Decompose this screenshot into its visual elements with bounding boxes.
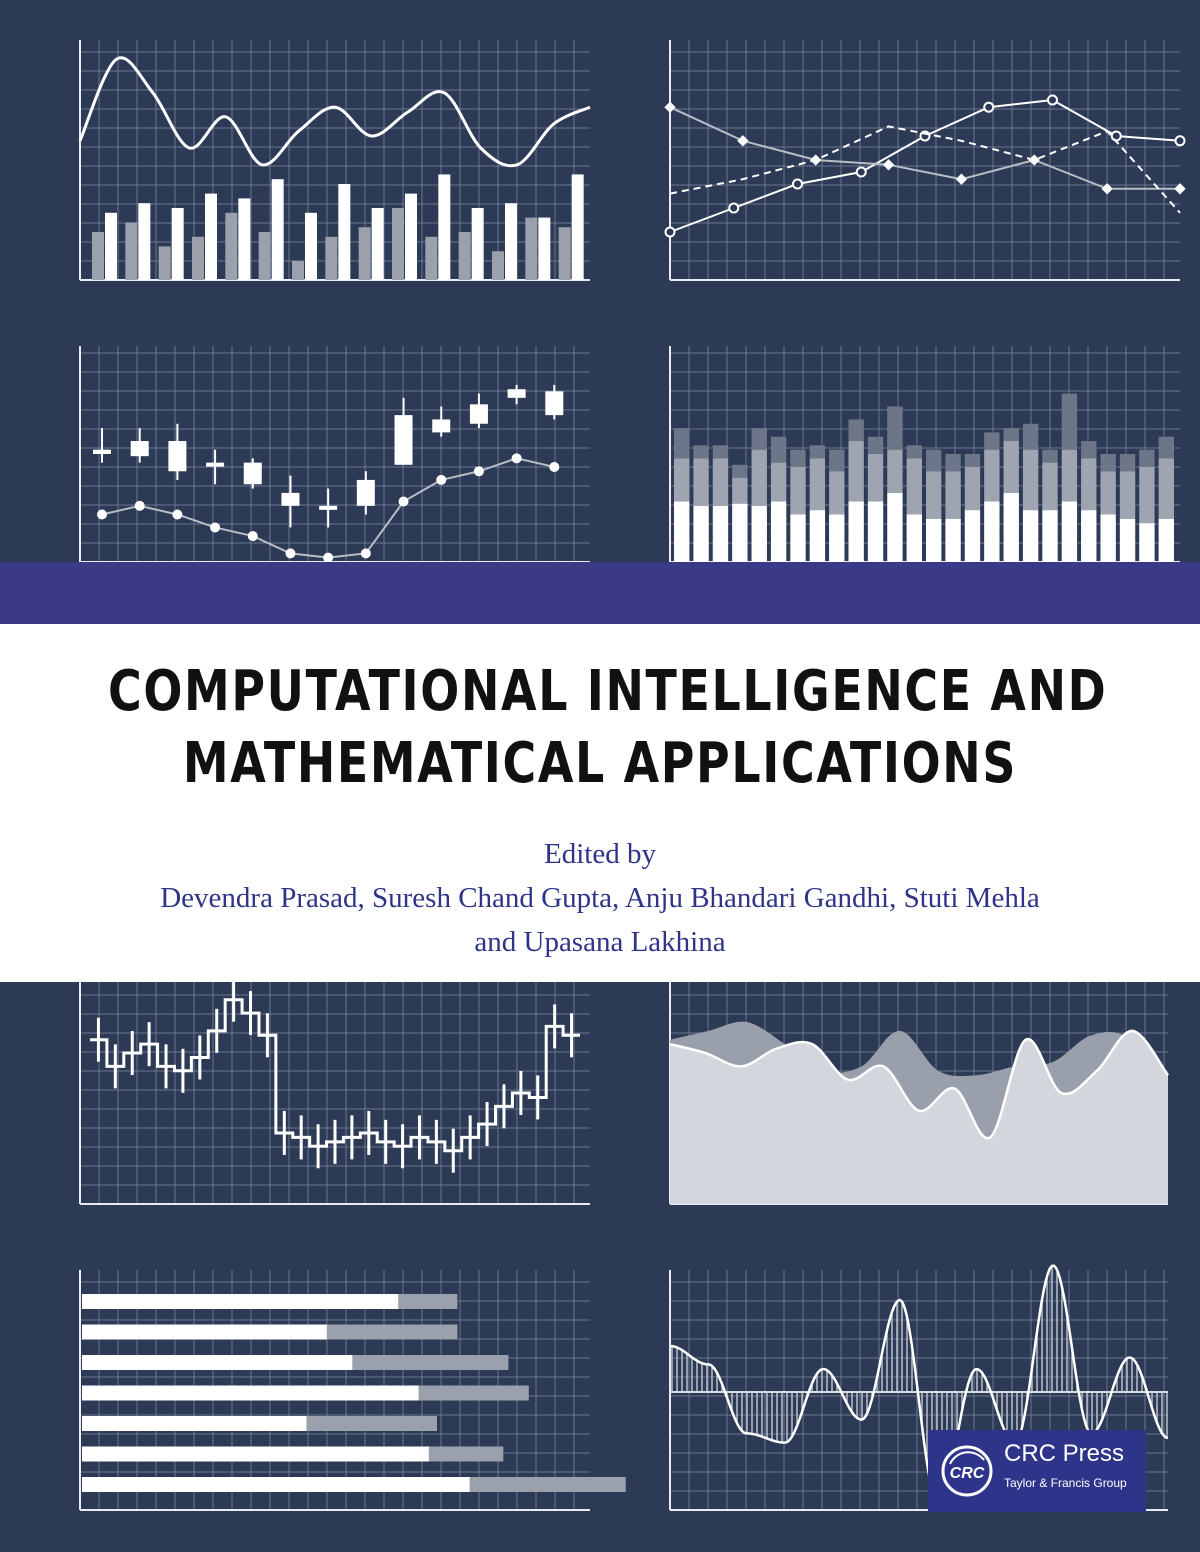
multi-line-chart (650, 40, 1190, 290)
stack-bottom (790, 514, 805, 562)
editors-line-2: and Upasana Lakhina (474, 926, 726, 958)
stacked-bar-chart (650, 346, 1190, 562)
trend-marker (172, 509, 182, 519)
stack-bottom (674, 502, 689, 562)
trend-marker (474, 466, 484, 476)
stack-top (829, 450, 844, 472)
candle-body (395, 415, 413, 465)
diamond-marker (883, 159, 894, 170)
diamond-marker (664, 102, 675, 113)
grey-bar (192, 237, 204, 280)
area-chart (650, 982, 1190, 1212)
white-bar (538, 218, 550, 280)
stack-mid (1100, 471, 1115, 514)
stack-top (790, 450, 805, 467)
stack-mid (732, 478, 747, 504)
white-bar (272, 179, 284, 280)
stack-top (752, 428, 767, 450)
stack-top (868, 437, 883, 454)
circle-marker (1176, 136, 1185, 145)
stack-bottom (1023, 510, 1038, 562)
title-line-1: COMPUTATIONAL INTELLIGENCE AND (108, 659, 1108, 724)
stack-top (965, 454, 980, 467)
white-bar (305, 213, 317, 280)
grey-hbar (350, 1355, 508, 1370)
white-bar (238, 198, 250, 280)
white-hbar (82, 1447, 429, 1462)
stack-bottom (965, 510, 980, 562)
white-bar (572, 174, 584, 280)
stack-top (1139, 450, 1154, 467)
edited-by-label: Edited by (544, 838, 656, 870)
stack-top (810, 445, 825, 458)
grid (670, 40, 1180, 280)
stack-bottom (1120, 519, 1135, 562)
stack-mid (771, 463, 786, 502)
grey-hbar (325, 1325, 458, 1340)
circle-marker (729, 204, 738, 213)
stack-mid (945, 471, 960, 519)
white-bar (138, 203, 150, 280)
stack-mid (829, 471, 844, 514)
candle-body (93, 450, 111, 454)
stack-top (674, 428, 689, 458)
stack-mid (1081, 458, 1096, 510)
grey-bar (225, 213, 237, 280)
chart-panel-lower-right (650, 982, 1190, 1212)
circle-marker (1048, 96, 1057, 105)
stack-mid (1139, 467, 1154, 523)
white-bar (405, 194, 417, 280)
stack-bottom (1100, 514, 1115, 562)
white-bar (472, 208, 484, 280)
candle-body (206, 463, 224, 467)
stack-mid (868, 454, 883, 502)
publisher-name: CRC Press (1004, 1440, 1125, 1467)
stack-bottom (907, 514, 922, 562)
grey-bar (259, 232, 271, 280)
grey-bar (325, 237, 337, 280)
trend-marker (549, 462, 559, 472)
grey-hbar (427, 1447, 504, 1462)
bar-line-chart (60, 40, 600, 290)
grey-bar (492, 251, 504, 280)
white-hbar (82, 1386, 419, 1401)
stack-mid (810, 458, 825, 510)
trend-marker (285, 548, 295, 558)
title-line-2: MATHEMATICAL APPLICATIONS (182, 731, 1018, 796)
stack-top (1062, 394, 1077, 450)
white-bar (505, 203, 517, 280)
stack-bottom (713, 506, 728, 562)
stack-bottom (945, 519, 960, 562)
stack-mid (752, 450, 767, 506)
circle-marker (984, 103, 993, 112)
stack-mid (1004, 441, 1019, 493)
trend-marker (399, 497, 409, 507)
candlestick-chart (60, 346, 600, 562)
white-bar (338, 184, 350, 280)
publisher-subtitle: Taylor & Francis Group (1004, 1476, 1127, 1490)
white-bar (438, 174, 450, 280)
stack-bottom (926, 519, 941, 562)
grey-bar (459, 232, 471, 280)
trend-marker (135, 501, 145, 511)
stack-bottom (752, 506, 767, 562)
candle-body (545, 391, 563, 415)
trend-marker (436, 475, 446, 485)
candle-body (508, 389, 526, 398)
stack-bottom (829, 514, 844, 562)
trend-marker (97, 509, 107, 519)
candle-body (470, 404, 488, 423)
grey-bar (125, 222, 137, 280)
stack-bottom (732, 504, 747, 562)
stack-bottom (693, 506, 708, 562)
step-chart (60, 982, 600, 1212)
stack-bottom (848, 502, 863, 562)
stack-mid (1042, 463, 1057, 511)
stack-mid (1120, 471, 1135, 519)
editors-line-1: Devendra Prasad, Suresh Chand Gupta, Anju Bhandari Gandhi, Stuti Mehla (160, 882, 1040, 914)
publisher-logo (928, 1430, 1146, 1512)
stack-bottom (1081, 510, 1096, 562)
horizontal-bar-chart (60, 1270, 600, 1520)
grey-hbar (396, 1294, 457, 1309)
diamond-marker (956, 174, 967, 185)
white-bar (172, 208, 184, 280)
chart-panel-mid-left (60, 346, 600, 562)
stack-mid (713, 458, 728, 506)
stack-bottom (1139, 523, 1154, 562)
stack-top (1081, 441, 1096, 458)
stack-mid (790, 467, 805, 515)
stack-top (984, 432, 999, 449)
candle-body (281, 493, 299, 506)
stack-top (907, 445, 922, 458)
book-title (108, 656, 1108, 800)
stack-top (1120, 454, 1135, 471)
candle-body (244, 463, 262, 485)
stack-top (926, 450, 941, 472)
stack-top (1004, 428, 1019, 441)
diamond-marker (737, 135, 748, 146)
grey-bar (92, 232, 104, 280)
grey-bar (425, 237, 437, 280)
white-bar (372, 208, 384, 280)
stack-mid (674, 458, 689, 501)
stack-top (945, 454, 960, 471)
grey-bar (292, 261, 304, 280)
white-bar (105, 213, 117, 280)
trend-marker (248, 531, 258, 541)
stack-top (1023, 424, 1038, 450)
logo-mark-text: CRC (949, 1465, 985, 1482)
grid (80, 346, 590, 562)
candle-body (319, 506, 337, 510)
white-hbar (82, 1294, 398, 1309)
stack-mid (1023, 450, 1038, 510)
stack-top (1100, 454, 1115, 471)
stack-bottom (887, 493, 902, 562)
chart-panel-top-right (650, 40, 1190, 290)
trend-marker (210, 522, 220, 532)
stack-mid (965, 467, 980, 510)
stack-bottom (771, 502, 786, 562)
white-hbar (82, 1325, 327, 1340)
stack-top (732, 465, 747, 478)
accent-band (0, 562, 1200, 624)
stack-top (887, 406, 902, 449)
stack-top (1159, 437, 1174, 459)
stack-top (693, 445, 708, 458)
grey-bar (159, 246, 171, 280)
trend-marker (361, 548, 371, 558)
stack-mid (1159, 458, 1174, 518)
stack-mid (848, 441, 863, 501)
white-hbar (82, 1355, 352, 1370)
candle-body (131, 441, 149, 456)
stack-bottom (810, 510, 825, 562)
grey-bar (392, 208, 404, 280)
diamond-marker (1029, 154, 1040, 165)
stack-top (771, 437, 786, 463)
candle-body (357, 480, 375, 506)
stack-bottom (984, 502, 999, 562)
stack-mid (926, 471, 941, 519)
stack-mid (907, 458, 922, 514)
white-bar (205, 194, 217, 280)
title-panel (0, 624, 1200, 982)
chart-panel-mid-right (650, 346, 1190, 562)
stack-mid (984, 450, 999, 502)
grey-bar (559, 227, 571, 280)
trend-marker (512, 453, 522, 463)
circle-marker (857, 168, 866, 177)
chart-panel-lower-left (60, 982, 600, 1212)
grey-hbar (468, 1477, 626, 1492)
stack-bottom (868, 502, 883, 562)
circle-marker (793, 180, 802, 189)
grey-hbar (417, 1386, 529, 1401)
grey-hbar (304, 1416, 437, 1431)
crc-logo-icon (940, 1444, 994, 1498)
circle-marker (666, 228, 675, 237)
white-hbar (82, 1477, 470, 1492)
stack-mid (1062, 450, 1077, 502)
stack-bottom (1062, 502, 1077, 562)
grey-bar (525, 218, 537, 280)
stack-bottom (1004, 493, 1019, 562)
chart-panel-top-left (60, 40, 600, 290)
stack-top (848, 419, 863, 441)
stack-mid (693, 458, 708, 506)
stack-mid (887, 450, 902, 493)
grey-bar (359, 227, 371, 280)
stack-top (713, 445, 728, 458)
candle-body (432, 419, 450, 432)
stack-bottom (1159, 519, 1174, 562)
candle-body (168, 441, 186, 471)
stack-bottom (1042, 510, 1057, 562)
chart-panel-bottom-left (60, 1270, 600, 1520)
circle-marker (1112, 132, 1121, 141)
stack-top (1042, 450, 1057, 463)
white-hbar (82, 1416, 306, 1431)
